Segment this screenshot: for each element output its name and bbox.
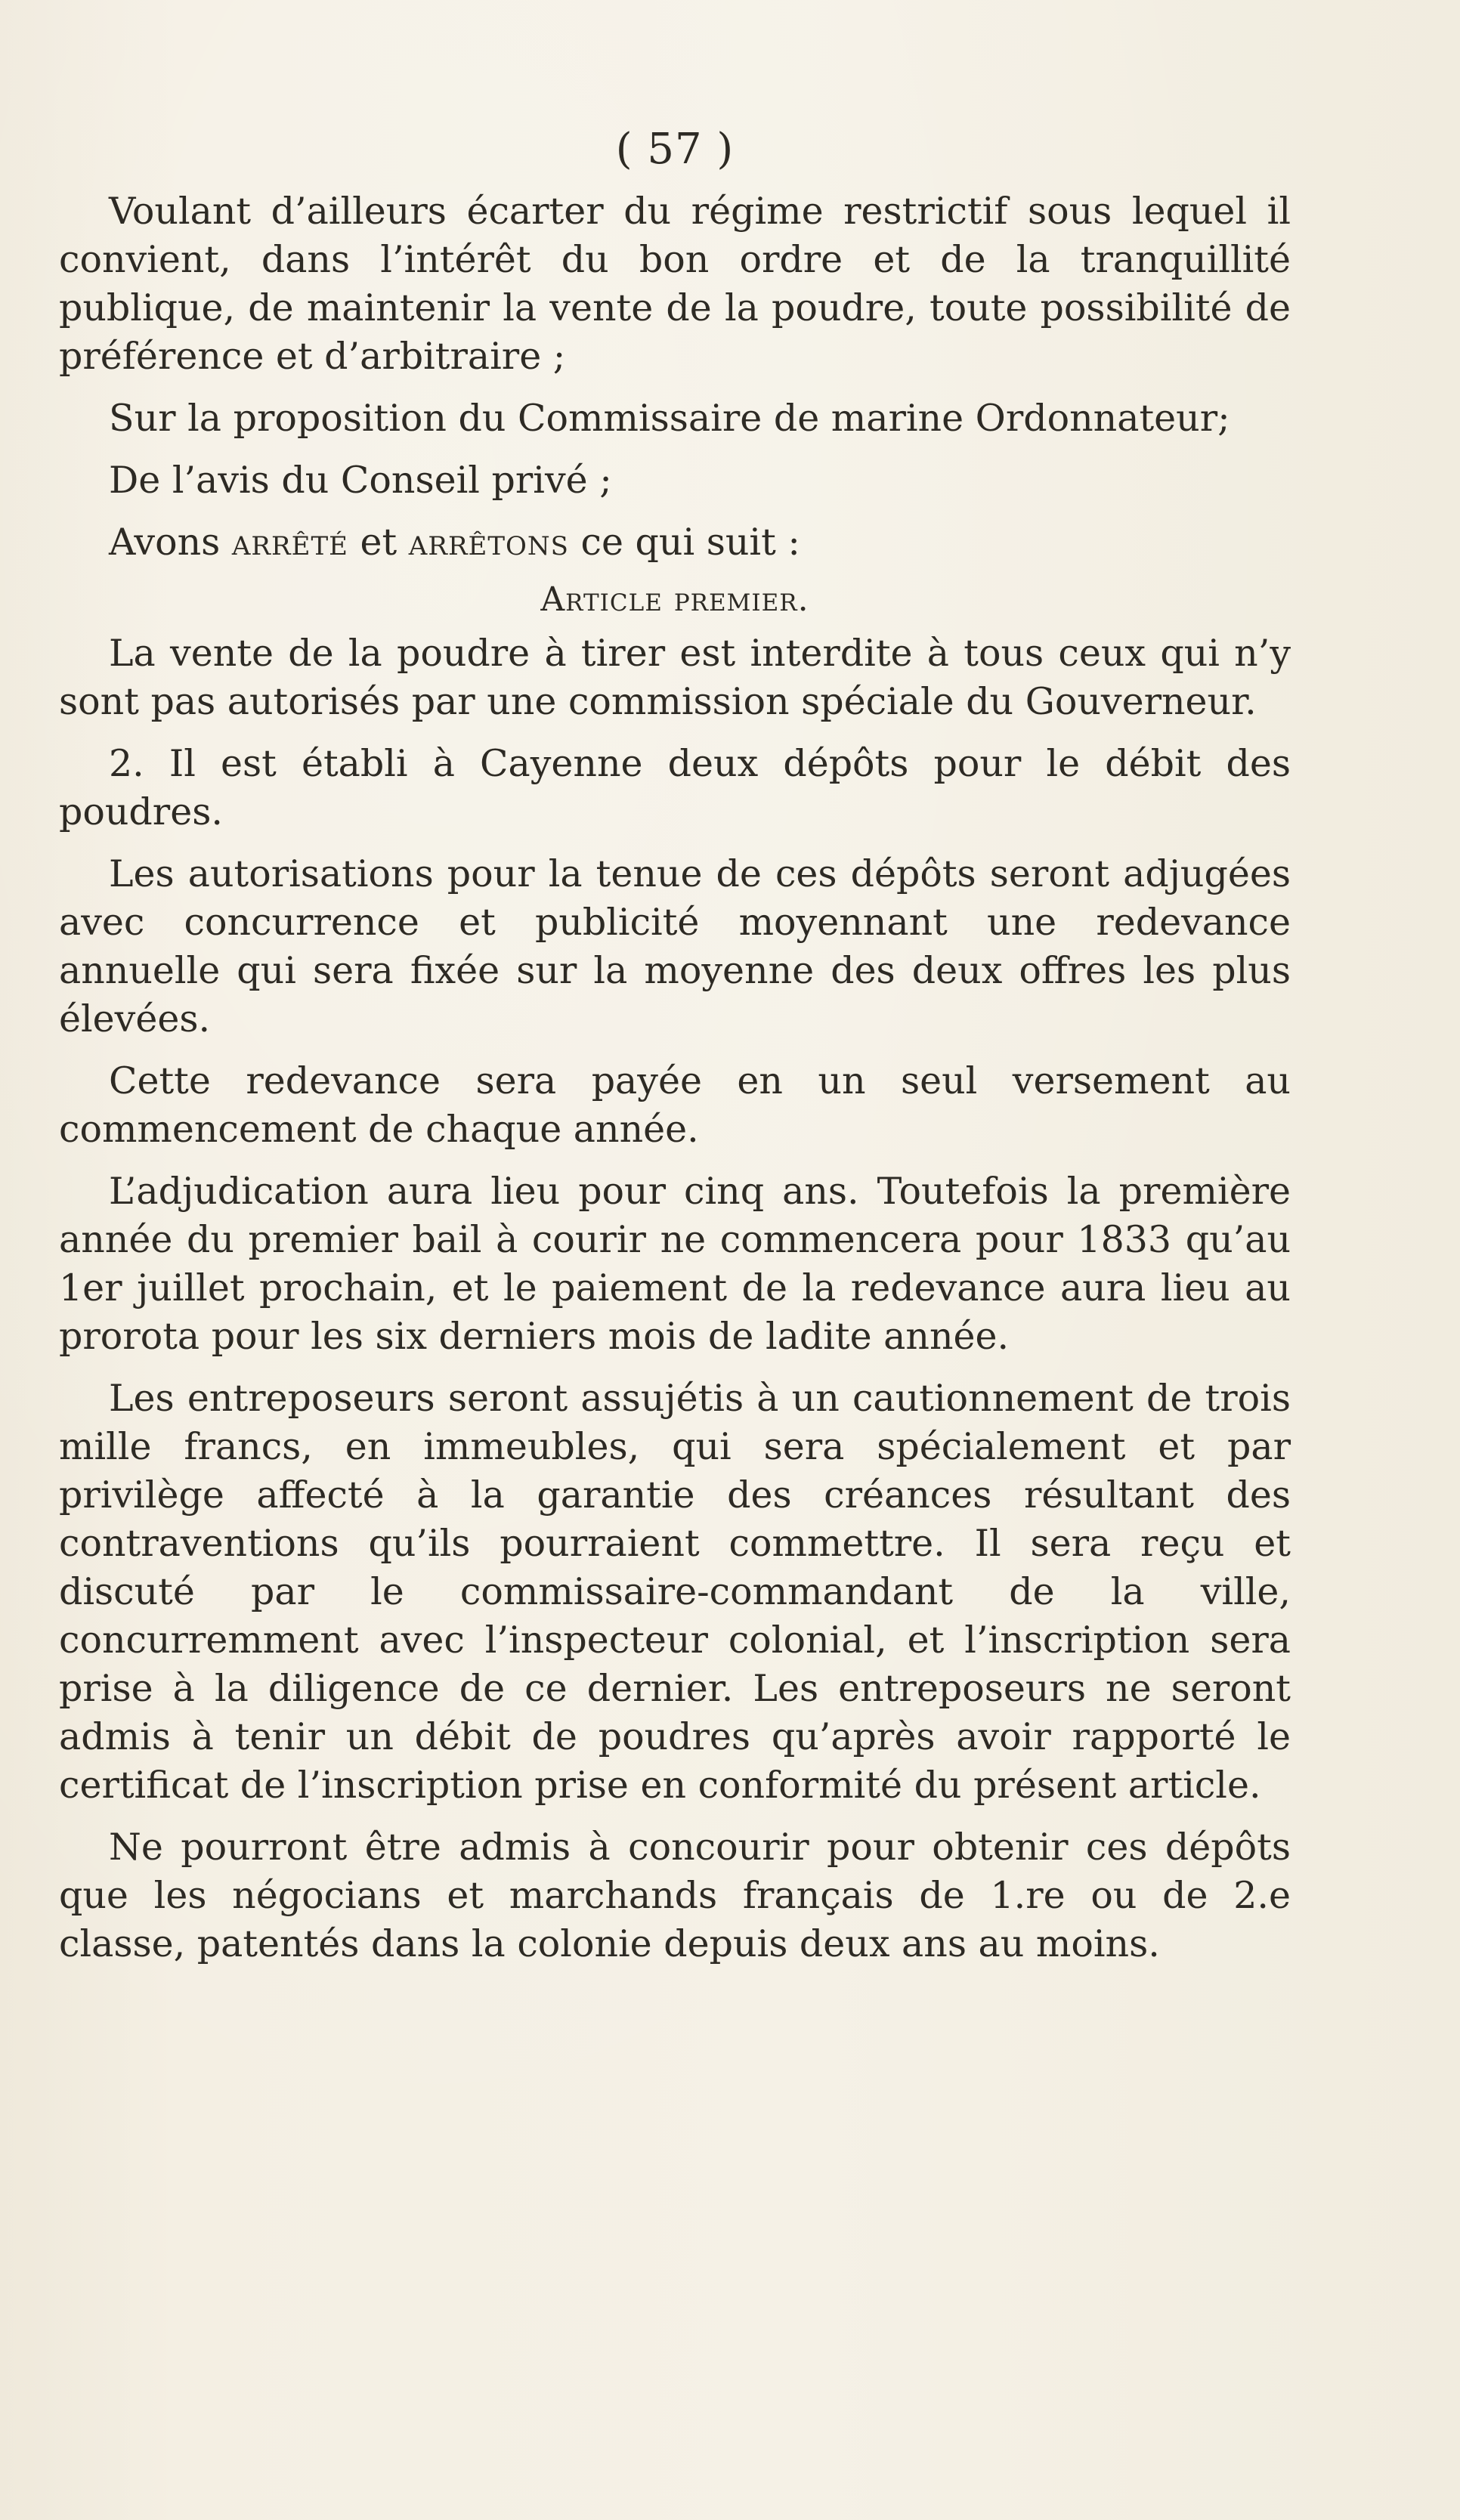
- paragraph-avons: [59, 518, 1291, 567]
- paragraph-voulant: Voulant d’ailleurs écarter du régime restrictif sous lequel il convient, dans l’intérêt du bon ordre et de la tranquillité publique, de maintenir la vente de la poudre, toute possibilité de préférence et d’arbitraire ;: [59, 190, 1291, 378]
- avons-text: Avons: [109, 521, 232, 564]
- paragraph-proposition: Sur la proposition du Commissaire de marine Ordonnateur;: [109, 397, 1230, 440]
- page-number: ( 57 ): [615, 125, 735, 174]
- article-paragraph: L’adjudication aura lieu pour cinq ans. Toutefois la première année du premier bail à courir ne commencera pour 1833 qu’au 1er juillet prochain, et le paiement de la redevance aura lieu au prorota pour les six derniers mois de ladite année.: [59, 1170, 1291, 1358]
- article-paragraph: La vente de la poudre à tirer est interdite à tous ceux qui n’y sont pas autorisés par une commission spéciale du Gouverneur.: [59, 632, 1291, 723]
- paragraph-avis: De l’avis du Conseil privé ;: [109, 459, 612, 502]
- et-text: et: [348, 521, 409, 564]
- suit-text: ce qui suit :: [568, 521, 800, 564]
- article-paragraph: Les entreposeurs seront assujétis à un cautionnement de trois mille francs, en immeubles, qui sera spécialement et par privilège affecté à la garantie des créances résultant des contraventions qu’ils pourraient commettre. Il sera reçu et discuté par le commissaire-commandant de la ville, concurremment avec l’inspecteur colonial, et l’inscription sera prise à la diligence de ce dernier. Les entreposeurs ne seront admis à tenir un débit de poudres qu’après avoir rapporté le certificat de l’inscription prise en conformité du présent article.: [59, 1377, 1291, 1807]
- article-paragraph: 2. Il est établi à Cayenne deux dépôts pour le débit des poudres.: [59, 742, 1291, 833]
- article-paragraph: Cette redevance sera payée en un seul versement au commencement de chaque année.: [59, 1059, 1291, 1151]
- article-heading: Article premier.: [540, 580, 809, 619]
- arretons-word: arrêtons: [408, 521, 569, 564]
- arrete-word: arrêté: [231, 521, 348, 564]
- article-paragraph: Ne pourront être admis à concourir pour obtenir ces dépôts que les négocians et marchands français de 1.re ou de 2.e classe, patentés dans la colonie depuis deux ans au moins.: [59, 1826, 1291, 1965]
- article-paragraph: Les autorisations pour la tenue de ces dépôts seront adjugées avec concurrence et publicité moyennant une redevance annuelle qui sera fixée sur la moyenne des deux offres les plus élevées.: [59, 852, 1291, 1040]
